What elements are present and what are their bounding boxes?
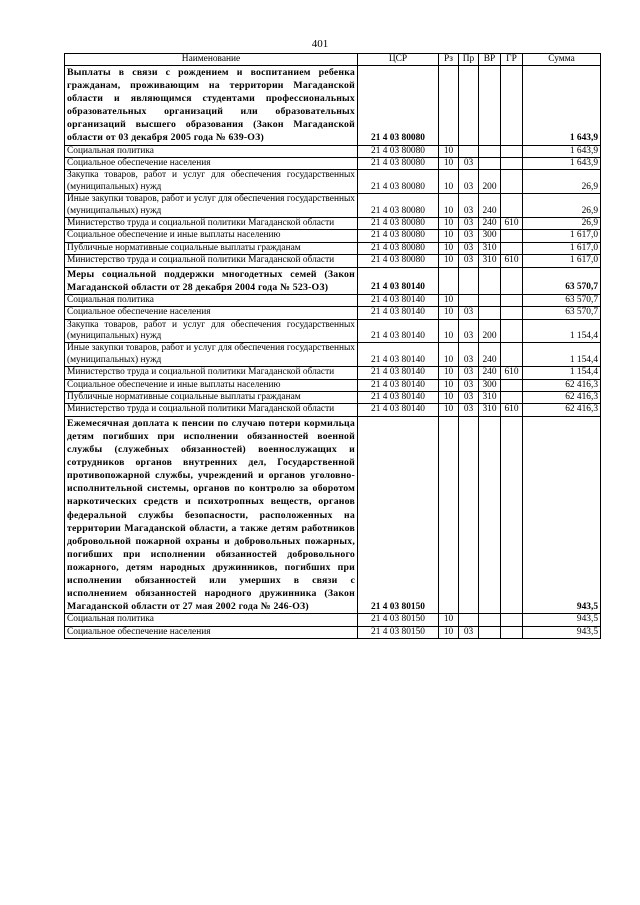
row-vr: 200 [479, 319, 501, 343]
table-row [65, 170, 601, 194]
row-sum: 943,5 [523, 416, 601, 613]
row-csr: 21 4 03 80140 [358, 294, 439, 306]
row-pr [459, 267, 479, 294]
row-csr: 21 4 03 80080 [358, 66, 439, 146]
row-rz: 10 [439, 170, 459, 194]
row-pr: 03 [459, 367, 479, 379]
row-name: Социальное обеспечение населения [65, 307, 358, 319]
row-name: Социальное обеспечение населения [65, 157, 358, 169]
row-rz: 10 [439, 319, 459, 343]
table-row [65, 307, 601, 319]
row-pr [459, 66, 479, 146]
row-vr: 240 [479, 194, 501, 218]
row-gr [501, 194, 523, 218]
row-gr [501, 145, 523, 157]
row-rz: 10 [439, 255, 459, 267]
row-gr [501, 343, 523, 367]
row-csr: 21 4 03 80140 [358, 404, 439, 416]
row-pr: 03 [459, 242, 479, 254]
row-pr: 03 [459, 626, 479, 638]
row-csr: 21 4 03 80080 [358, 194, 439, 218]
row-name: Закупка товаров, работ и услуг для обеспечения государственных (муниципальных) нужд [65, 319, 358, 343]
row-vr: 310 [479, 255, 501, 267]
row-pr: 03 [459, 218, 479, 230]
row-gr [501, 294, 523, 306]
row-rz: 10 [439, 194, 459, 218]
row-gr [501, 416, 523, 613]
row-vr: 240 [479, 367, 501, 379]
row-sum: 943,5 [523, 626, 601, 638]
row-gr: 610 [501, 404, 523, 416]
row-gr [501, 170, 523, 194]
row-sum: 1 154,4 [523, 343, 601, 367]
row-vr: 200 [479, 170, 501, 194]
table-row [65, 614, 601, 626]
table-row [65, 145, 601, 157]
row-pr: 03 [459, 307, 479, 319]
row-rz: 10 [439, 230, 459, 242]
row-rz: 10 [439, 218, 459, 230]
header-pr: Пр [459, 54, 479, 66]
table-row [65, 194, 601, 218]
row-sum: 62 416,3 [523, 392, 601, 404]
row-pr: 03 [459, 255, 479, 267]
header-name: Наименование [65, 54, 358, 66]
row-vr [479, 416, 501, 613]
row-pr: 03 [459, 404, 479, 416]
row-vr [479, 307, 501, 319]
row-vr [479, 614, 501, 626]
row-gr [501, 230, 523, 242]
row-gr [501, 392, 523, 404]
row-sum: 26,9 [523, 194, 601, 218]
table-row [65, 242, 601, 254]
row-pr: 03 [459, 230, 479, 242]
row-name: Министерство труда и социальной политики Магаданской области [65, 218, 358, 230]
row-vr [479, 66, 501, 146]
table-row [65, 66, 601, 146]
row-gr [501, 379, 523, 391]
row-vr: 300 [479, 230, 501, 242]
row-rz: 10 [439, 404, 459, 416]
row-vr [479, 157, 501, 169]
row-vr [479, 294, 501, 306]
row-name: Министерство труда и социальной политики Магаданской области [65, 367, 358, 379]
row-rz: 10 [439, 367, 459, 379]
row-rz [439, 267, 459, 294]
row-sum: 1 643,9 [523, 66, 601, 146]
table-row [65, 367, 601, 379]
row-vr: 310 [479, 242, 501, 254]
row-rz: 10 [439, 343, 459, 367]
row-csr: 21 4 03 80080 [358, 170, 439, 194]
row-sum: 1 617,0 [523, 255, 601, 267]
table-row [65, 294, 601, 306]
row-gr [501, 267, 523, 294]
table-row [65, 230, 601, 242]
row-csr: 21 4 03 80080 [358, 157, 439, 169]
row-gr: 610 [501, 367, 523, 379]
row-gr: 610 [501, 255, 523, 267]
row-rz [439, 416, 459, 613]
row-name: Иные закупки товаров, работ и услуг для обеспечения государственных (муниципальных) нужд [65, 343, 358, 367]
row-name: Закупка товаров, работ и услуг для обеспечения государственных (муниципальных) нужд [65, 170, 358, 194]
row-gr [501, 319, 523, 343]
row-csr: 21 4 03 80140 [358, 267, 439, 294]
row-pr: 03 [459, 157, 479, 169]
row-sum: 1 154,4 [523, 319, 601, 343]
row-gr [501, 242, 523, 254]
table-row [65, 416, 601, 613]
row-rz: 10 [439, 242, 459, 254]
row-csr: 21 4 03 80150 [358, 416, 439, 613]
row-csr: 21 4 03 80080 [358, 242, 439, 254]
row-gr: 610 [501, 218, 523, 230]
row-name: Публичные нормативные социальные выплаты гражданам [65, 392, 358, 404]
row-pr: 03 [459, 379, 479, 391]
table-row [65, 255, 601, 267]
row-csr: 21 4 03 80140 [358, 392, 439, 404]
row-rz: 10 [439, 626, 459, 638]
row-vr [479, 626, 501, 638]
table-header-row [65, 54, 601, 66]
row-pr: 03 [459, 319, 479, 343]
row-pr [459, 145, 479, 157]
row-rz: 10 [439, 614, 459, 626]
row-name: Социальное обеспечение и иные выплаты населению [65, 230, 358, 242]
page-number: 401 [311, 38, 329, 50]
row-csr: 21 4 03 80150 [358, 614, 439, 626]
row-gr [501, 614, 523, 626]
table-row [65, 319, 601, 343]
row-csr: 21 4 03 80140 [358, 367, 439, 379]
row-gr [501, 157, 523, 169]
row-sum: 62 416,3 [523, 404, 601, 416]
row-name: Социальная политика [65, 294, 358, 306]
row-rz: 10 [439, 145, 459, 157]
row-sum: 943,5 [523, 614, 601, 626]
row-sum: 1 617,0 [523, 242, 601, 254]
row-rz: 10 [439, 157, 459, 169]
row-rz: 10 [439, 392, 459, 404]
row-csr: 21 4 03 80140 [358, 319, 439, 343]
header-csr: ЦСР [358, 54, 439, 66]
row-vr: 240 [479, 343, 501, 367]
row-csr: 21 4 03 80150 [358, 626, 439, 638]
row-csr: 21 4 03 80080 [358, 230, 439, 242]
row-name: Социальное обеспечение населения [65, 626, 358, 638]
table-row [65, 157, 601, 169]
row-pr: 03 [459, 170, 479, 194]
row-vr [479, 267, 501, 294]
table-row [65, 404, 601, 416]
row-csr: 21 4 03 80140 [358, 343, 439, 367]
row-vr [479, 145, 501, 157]
row-sum: 26,9 [523, 218, 601, 230]
table-row [65, 267, 601, 294]
row-pr: 03 [459, 343, 479, 367]
table-row [65, 626, 601, 638]
row-rz: 10 [439, 379, 459, 391]
row-name: Министерство труда и социальной политики Магаданской области [65, 404, 358, 416]
row-csr: 21 4 03 80140 [358, 307, 439, 319]
row-name: Министерство труда и социальной политики Магаданской области [65, 255, 358, 267]
row-sum: 62 416,3 [523, 379, 601, 391]
row-sum: 1 154,4 [523, 367, 601, 379]
header-sum: Сумма [523, 54, 601, 66]
row-name: Публичные нормативные социальные выплаты гражданам [65, 242, 358, 254]
row-sum: 1 617,0 [523, 230, 601, 242]
row-name: Меры социальной поддержки многодетных семей (Закон Магаданской области от 28 декабря 2004 года № 523-ОЗ) [65, 267, 358, 294]
header-vr: ВР [479, 54, 501, 66]
row-sum: 63 570,7 [523, 307, 601, 319]
row-gr [501, 626, 523, 638]
row-vr: 310 [479, 392, 501, 404]
row-csr: 21 4 03 80080 [358, 145, 439, 157]
row-csr: 21 4 03 80140 [358, 379, 439, 391]
row-name: Ежемесячная доплата к пенсии по случаю потери кормильца детям погибших при исполнении обязанностей военной службы (служебных обязанностей) военнослужащих и сотрудников органов внутренних дел, Государственной противопожарной службы, учреждений и органов уголовно-исполнительной системы, органов по контролю за оборотом наркотических средств и психотропных веществ, органов федеральной службы безопасности, расположенных на территории Магаданской области, а также детям работников добровольной пожарной охраны и добровольных пожарных, погибших при исполнении обязанностей добровольного пожарного, детям народных дружинников, погибших при исполнении обязанностей или умерших в связи с исполнением обязанностей народного дружинника (Закон Магаданской области от 27 мая 2002 года № 246-ОЗ) [65, 416, 358, 613]
row-gr [501, 66, 523, 146]
table-row [65, 392, 601, 404]
row-rz: 10 [439, 307, 459, 319]
row-pr: 03 [459, 392, 479, 404]
header-gr: ГР [501, 54, 523, 66]
row-sum: 1 643,9 [523, 145, 601, 157]
row-vr: 240 [479, 218, 501, 230]
row-name: Социальная политика [65, 145, 358, 157]
row-csr: 21 4 03 80080 [358, 218, 439, 230]
row-pr [459, 416, 479, 613]
row-csr: 21 4 03 80080 [358, 255, 439, 267]
header-rz: Рз [439, 54, 459, 66]
row-pr [459, 294, 479, 306]
table-row [65, 379, 601, 391]
row-rz: 10 [439, 294, 459, 306]
table-row [65, 218, 601, 230]
table-row [65, 343, 601, 367]
row-sum: 63 570,7 [523, 267, 601, 294]
row-gr [501, 307, 523, 319]
row-name: Социальное обеспечение и иные выплаты населению [65, 379, 358, 391]
row-vr: 300 [479, 379, 501, 391]
row-name: Социальная политика [65, 614, 358, 626]
row-sum: 1 643,9 [523, 157, 601, 169]
row-pr: 03 [459, 194, 479, 218]
row-pr [459, 614, 479, 626]
row-name: Выплаты в связи с рождением и воспитанием ребенка гражданам, проживающим на территории Магаданской области и являющимся студентами профессиональных образовательных организаций или образовательных организаций высшего образования (Закон Магаданской области от 03 декабря 2005 года № 639-ОЗ) [65, 66, 358, 146]
budget-table [64, 53, 601, 639]
row-name: Иные закупки товаров, работ и услуг для обеспечения государственных (муниципальных) нужд [65, 194, 358, 218]
row-sum: 63 570,7 [523, 294, 601, 306]
row-sum: 26,9 [523, 170, 601, 194]
row-rz [439, 66, 459, 146]
row-vr: 310 [479, 404, 501, 416]
